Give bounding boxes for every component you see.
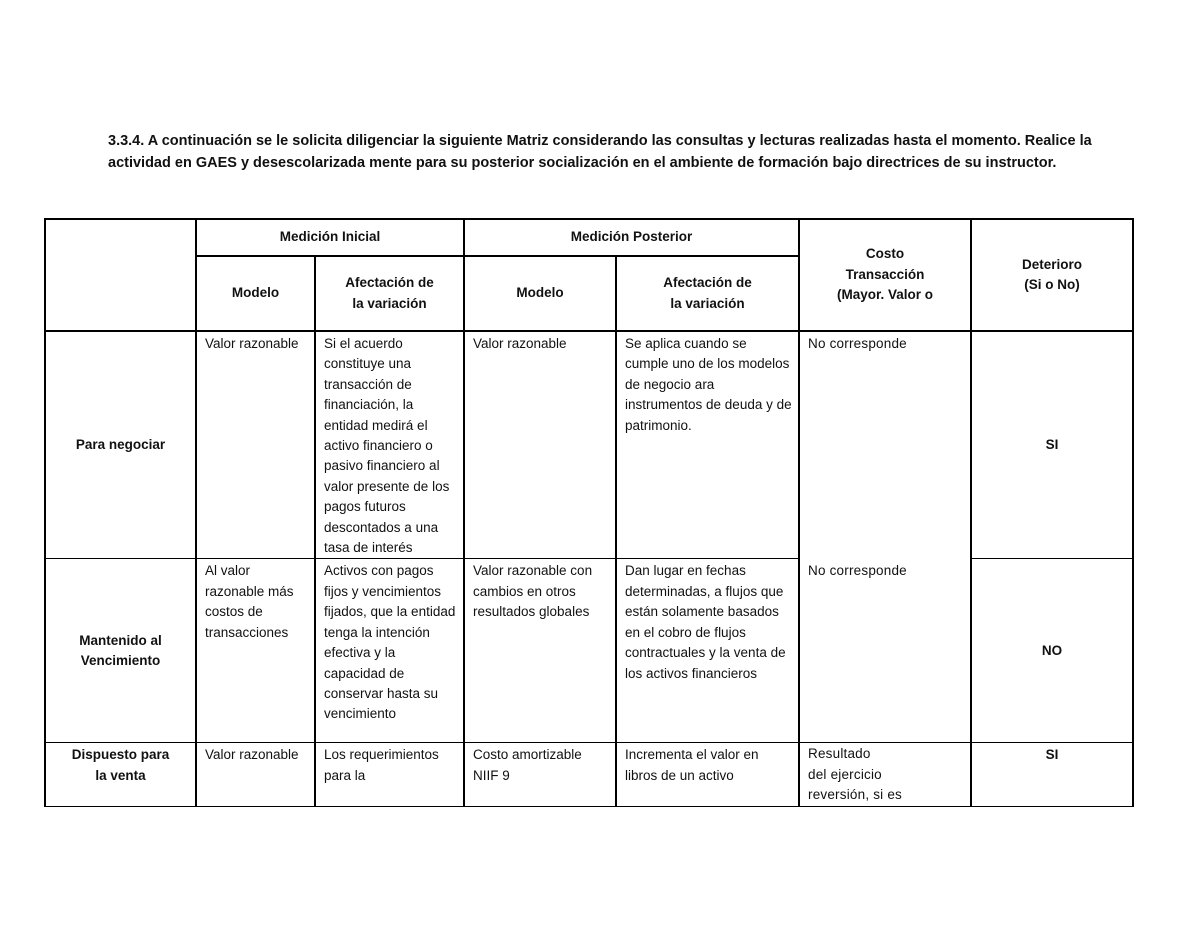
header-deterioro-line-1: Deterioro <box>1021 256 1082 272</box>
cell-afectacion-posterior: Incrementa el valor en libros de un activo <box>616 743 799 806</box>
cell-modelo-posterior: Costo amortizable NIIF 9 <box>464 743 616 806</box>
cell-afectacion-inicial: Activos con pagos fijos y vencimientos fijados, que la entidad tenga la intención efectiva y la capacidad de conservar hasta su vencimiento <box>315 559 464 743</box>
row-label-line-2: Vencimiento <box>80 652 161 668</box>
cell-modelo-inicial: Valor razonable <box>196 743 315 806</box>
header-afectacion-posterior-line-1: Afectación de <box>663 275 752 291</box>
header-modelo-inicial: Modelo <box>196 256 315 331</box>
row-label-line-1: Mantenido al <box>79 632 162 648</box>
header-afectacion-inicial-line-2: la variación <box>352 295 427 311</box>
cell-modelo-posterior: Valor razonable con cambios en otros resultados globales <box>464 559 616 743</box>
cell-modelo-inicial: Valor razonable <box>196 331 315 559</box>
header-afectacion-inicial-line-1: Afectación de <box>345 275 434 291</box>
header-modelo-posterior: Modelo <box>464 256 616 331</box>
cell-costo-transaccion <box>799 743 971 806</box>
header-medicion-posterior: Medición Posterior <box>464 219 799 256</box>
cell-afectacion-inicial: Los requerimientos para la <box>315 743 464 806</box>
cell-deterioro: SI <box>971 331 1133 559</box>
table-row <box>45 331 1133 559</box>
costo-line-3: reversión, si es <box>808 787 902 803</box>
header-afectacion-inicial <box>315 256 464 331</box>
header-costo-line-1: Costo <box>865 246 905 262</box>
table-row <box>45 743 1133 806</box>
cell-afectacion-posterior: Se aplica cuando se cumple uno de los modelos de negocio ara instrumentos de deuda y de patrimonio. <box>616 331 799 559</box>
header-afectacion-posterior-line-2: la variación <box>670 295 745 311</box>
cell-deterioro: SI <box>971 743 1133 806</box>
costo-line-1: Resultado <box>808 746 871 762</box>
header-costo-line-3: (Mayor. Valor o <box>836 287 934 303</box>
costo-line-2: del ejercicio <box>808 766 882 782</box>
row-label-line-2: la venta <box>95 767 146 783</box>
cell-modelo-inicial: Al valor razonable más costos de transacciones <box>196 559 315 743</box>
header-costo-transaccion <box>799 219 971 331</box>
header-medicion-inicial: Medición Inicial <box>196 219 464 256</box>
valuation-matrix-table <box>44 218 1134 807</box>
row-label-dispuesto-para-la-venta <box>45 743 196 806</box>
table-row <box>45 559 1133 743</box>
row-label-mantenido-al-vencimiento <box>45 559 196 743</box>
row-label-para-negociar: Para negociar <box>45 331 196 559</box>
header-deterioro-line-2: (Si o No) <box>1024 277 1080 292</box>
intro-paragraph: 3.3.4. A continuación se le solicita diligenciar la siguiente Matriz considerando las consultas y lecturas realizadas hasta el momento. Realice la actividad en GAES y desescolarizada mente para su posterior socialización en el ambiente de formación bajo directrices de su instructor. <box>108 133 1092 171</box>
header-row-1 <box>45 219 1133 256</box>
cell-afectacion-inicial: Si el acuerdo constituye una transacción de financiación, la entidad medirá el activo financiero o pasivo financiero al valor presente de los pagos futuros descontados a una tasa de interés <box>315 331 464 559</box>
cell-afectacion-posterior: Dan lugar en fechas determinadas, a flujos que están solamente basados en el cobro de flujos contractuales y la venta de los activos financieros <box>616 559 799 743</box>
header-empty-cell <box>45 219 196 331</box>
header-costo-line-2: Transacción <box>845 266 925 282</box>
header-deterioro <box>971 219 1133 331</box>
header-afectacion-posterior <box>616 256 799 331</box>
cell-modelo-posterior: Valor razonable <box>464 331 616 559</box>
cell-costo-transaccion: No corresponde <box>799 559 971 743</box>
cell-costo-transaccion: No corresponde <box>799 331 971 559</box>
cell-deterioro: NO <box>971 559 1133 743</box>
row-label-line-1: Dispuesto para <box>71 747 170 763</box>
